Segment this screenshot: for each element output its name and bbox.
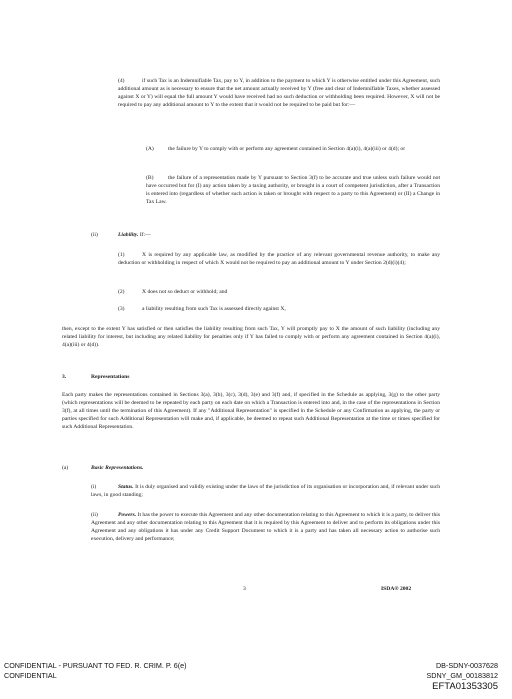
- powers-number: (ii): [91, 512, 98, 518]
- clause-number-1: (1): [118, 252, 125, 258]
- clause-4-text: if such Tax is an Indemnifiable Tax, pay to Y, in addition to the payment to which Y is otherwise entitled under this Agreement, such additional amount as is necessary to ensure that the net amount actually received by Y (free and clear of Indemnifiable Taxes, whether assessed against X or Y) will equal the full amount Y would have received had no such deduction or withholding been required. However, X will not be required to pay any additional amount to Y to the extent that it would not be required to be paid but for:—: [118, 78, 440, 108]
- footer-bates-sdny: SDNY_GM_00183812: [426, 671, 498, 680]
- status-paragraph: [91, 484, 440, 500]
- powers-text: It has the power to execute this Agreement and any other documentation relating to this Agreement to which it is a party, to deliver this Agreement and any other documentation relating to this Agreement that it is required by this Agreement to deliver and to perform its obligations under this Agreement and any obligations it has under any Credit Support Document to which it is a party and has taken all necessary action to authorise such execution, delivery and performance;: [91, 512, 440, 542]
- basic-representations-heading: Basic Representations.: [91, 465, 144, 471]
- footer-confidential: CONFIDENTIAL: [4, 671, 57, 680]
- status-text: It is duly organised and validly existing under the laws of the jurisdiction of its organisation or incorporation and, if relevant under such laws, in good standing;: [91, 484, 440, 498]
- footer-bates-db: DB-SDNY-0037628: [435, 661, 498, 670]
- clause-number-3: (3): [118, 306, 125, 312]
- section-title-representations: Representations: [91, 374, 130, 380]
- subsection-number-a: (a): [62, 465, 69, 471]
- liability-heading-line: [118, 232, 151, 240]
- clause-number-4: (4): [118, 78, 125, 84]
- liability-heading-rest: If:—: [139, 232, 151, 238]
- powers-paragraph: [91, 512, 440, 544]
- isda-mark: ISDA® 2002: [381, 586, 412, 592]
- subsection-number-ii: (ii): [91, 232, 98, 238]
- clause-A-text: the failure by Y to comply with or perform any agreement contained in Section 4(a)(i), 4(a)(iii) or 4(d); or: [168, 146, 406, 152]
- footer-confidential-notice: CONFIDENTIAL - PURSUANT TO FED. R. CRIM. P. 6(e): [4, 661, 187, 670]
- clause-B-text: the failure of a representation made by Y pursuant to Section 3(f) to be accurate and true unless such failure would not have occurred but for (I) any action taken by a taxing authority, or brought in a court of competent jurisdiction, after a Transaction is entered into (regardless of whether such action is taken or brought with respect to a party to this Agreement) or (II) a Change in Tax Law.: [146, 175, 440, 205]
- clause-number-A: (A): [146, 146, 154, 152]
- status-number: (i): [91, 484, 97, 490]
- clause-number-2: (2): [118, 289, 125, 295]
- clause-number-B: (B): [146, 175, 154, 181]
- page-number: 3: [243, 586, 246, 592]
- clause-1-text: X is required by any applicable law, as modified by the practice of any relevant governmental revenue authority, to make any deduction or withholding in respect of which X would not be required to pay an additional amount to Y under Section 2(d)(i)(4);: [118, 252, 440, 266]
- representations-paragraph: Each party makes the representations contained in Sections 3(a), 3(b), 3(c), 3(d), 3(e) and 3(f) and, if specified in the Schedule as applying, 3(g) to the other party (which representations will be deemed to be repeated by each party on each date on which a Transaction is entered into and, in the case of the representations in Section 3(f), at all times until the termination of this Agreement). If any "Additional Representation" is specified in the Schedule or any Confirmation as applying, the party or parties specified for such Additional Representation will make and, if applicable, be deemed to repeat such Additional Representation at the time or times specified for such Additional Representation.: [62, 392, 440, 430]
- section-number-3: 3.: [62, 374, 67, 380]
- clause-3-text: a liability resulting from such Tax is assessed directly against X,: [142, 306, 286, 312]
- clause-2-text: X does not so deduct or withhold; and: [142, 289, 228, 295]
- then-paragraph: then, except to the extent Y has satisfied or then satisfies the liability resulting from such Tax, Y will promptly pay to X the amount of such liability (including any related liability for interest, but including any related liability for penalties only if Y has failed to comply with or perform any agreement contained in Section 4(a)(i), 4(a)(iii) or 4(d)).: [62, 326, 440, 348]
- powers-heading: Powers.: [118, 512, 137, 518]
- liability-heading: Liability.: [118, 232, 139, 238]
- footer-bates-efta: EFTA01353305: [432, 681, 498, 692]
- status-heading: Status.: [118, 484, 134, 490]
